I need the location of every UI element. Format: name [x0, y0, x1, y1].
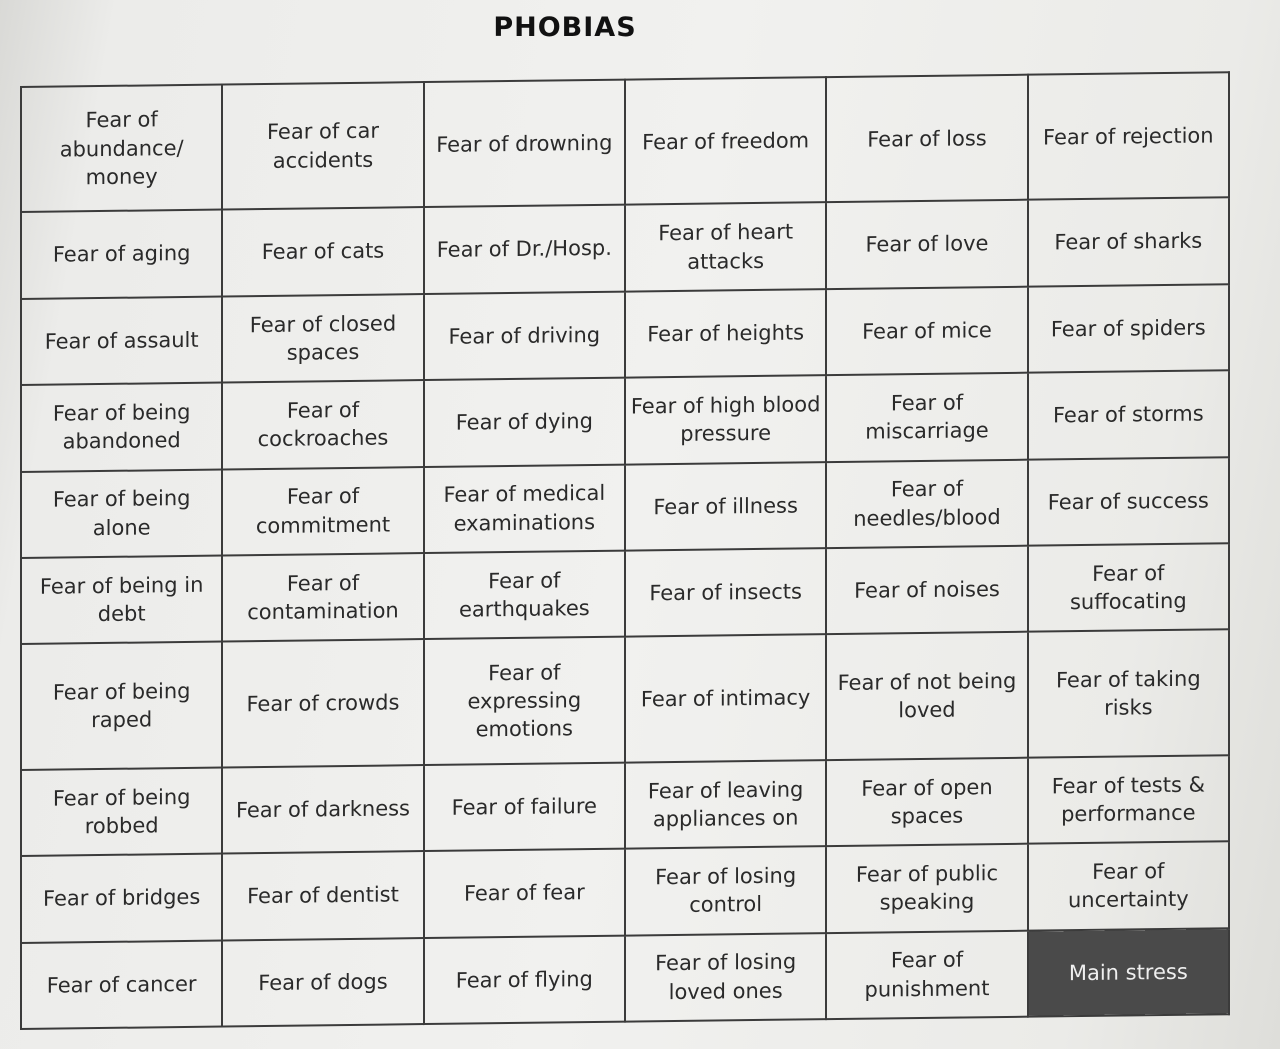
grid-row	[21, 841, 1229, 942]
grid-row	[21, 543, 1229, 644]
phobia-cell: Fear of tests & performance	[1028, 755, 1229, 844]
grid-row	[21, 284, 1229, 385]
phobia-cell: Fear of success	[1028, 457, 1229, 546]
grid-row	[21, 370, 1229, 471]
phobia-cell: Fear of leaving appliances on	[625, 760, 826, 849]
phobia-cell: Fear of being raped	[21, 642, 222, 770]
grid-row	[21, 72, 1229, 212]
phobia-cell: Fear of rejection	[1028, 72, 1229, 200]
phobia-cell: Fear of spiders	[1028, 284, 1229, 373]
phobia-cell: Fear of uncertainty	[1028, 841, 1229, 930]
phobia-cell: Fear of being alone	[21, 469, 222, 558]
phobia-cell: Fear of contamination	[222, 553, 423, 642]
phobia-cell: Fear of taking risks	[1028, 630, 1229, 758]
phobia-cell: Fear of illness	[625, 462, 826, 551]
phobia-cell: Fear of cockroaches	[222, 380, 423, 469]
main-stress-cell: Main stress	[1028, 928, 1229, 1017]
phobia-cell: Fear of drowning	[424, 80, 625, 208]
phobia-cell: Fear of storms	[1028, 370, 1229, 459]
phobia-cell: Fear of commitment	[222, 467, 423, 556]
phobia-cell: Fear of punishment	[826, 930, 1027, 1019]
phobia-cell: Fear of love	[826, 200, 1027, 289]
phobia-cell: Fear of expressing emotions	[424, 637, 625, 765]
phobia-cell: Fear of losing loved ones	[625, 933, 826, 1022]
phobia-cell: Fear of cats	[222, 208, 423, 297]
phobia-cell: Fear of noises	[826, 546, 1027, 635]
phobia-cell: Fear of abundance/ money	[21, 85, 222, 213]
phobia-cell: Fear of freedom	[625, 77, 826, 205]
phobia-cell: Fear of dogs	[222, 938, 423, 1027]
phobia-grid-body	[21, 72, 1229, 1029]
phobia-cell: Fear of Dr./Hosp.	[424, 205, 625, 294]
phobia-cell: Fear of being in debt	[21, 555, 222, 644]
phobia-cell: Fear of insects	[625, 548, 826, 637]
phobia-cell: Fear of earthquakes	[424, 551, 625, 640]
page-title: PHOBIAS	[493, 12, 637, 43]
grid-row	[21, 457, 1229, 558]
phobia-cell: Fear of darkness	[222, 765, 423, 854]
phobia-cell: Fear of aging	[21, 210, 222, 299]
phobia-cell: Fear of loss	[826, 75, 1027, 203]
phobia-cell: Fear of cancer	[21, 940, 222, 1029]
phobia-cell: Fear of losing control	[625, 846, 826, 935]
phobia-cell: Fear of sharks	[1028, 198, 1229, 287]
phobia-cell: Fear of crowds	[222, 639, 423, 767]
phobia-cell: Fear of not being loved	[826, 632, 1027, 760]
phobia-cell: Fear of driving	[424, 291, 625, 380]
phobia-cell: Fear of closed spaces	[222, 294, 423, 383]
phobia-cell: Fear of car accidents	[222, 82, 423, 210]
phobia-cell: Fear of heart attacks	[625, 203, 826, 292]
phobia-cell: Fear of bridges	[21, 854, 222, 943]
phobia-cell: Fear of open spaces	[826, 757, 1027, 846]
grid-row	[21, 928, 1229, 1029]
phobia-cell: Fear of being robbed	[21, 767, 222, 856]
phobia-cell: Fear of heights	[625, 289, 826, 378]
phobia-cell: Fear of dying	[424, 378, 625, 467]
grid-row	[21, 755, 1229, 856]
phobia-cell: Fear of public speaking	[826, 844, 1027, 933]
phobia-cell: Fear of high blood pressure	[625, 375, 826, 464]
phobia-cell: Fear of assault	[21, 296, 222, 385]
phobia-cell: Fear of miscarriage	[826, 373, 1027, 462]
phobia-cell: Fear of mice	[826, 287, 1027, 376]
phobia-grid-wrapper	[20, 71, 1230, 1030]
phobia-cell: Fear of being abandoned	[21, 383, 222, 472]
grid-row	[21, 630, 1229, 770]
phobia-cell: Fear of flying	[424, 935, 625, 1024]
phobia-cell: Fear of intimacy	[625, 634, 826, 762]
phobia-cell: Fear of medical examinations	[424, 464, 625, 553]
phobia-cell: Fear of fear	[424, 849, 625, 938]
phobia-cell: Fear of dentist	[222, 851, 423, 940]
phobia-cell: Fear of suffocating	[1028, 543, 1229, 632]
phobia-grid	[20, 71, 1230, 1030]
grid-row	[21, 198, 1229, 299]
phobia-cell: Fear of failure	[424, 762, 625, 851]
phobia-cell: Fear of needles/blood	[826, 459, 1027, 548]
